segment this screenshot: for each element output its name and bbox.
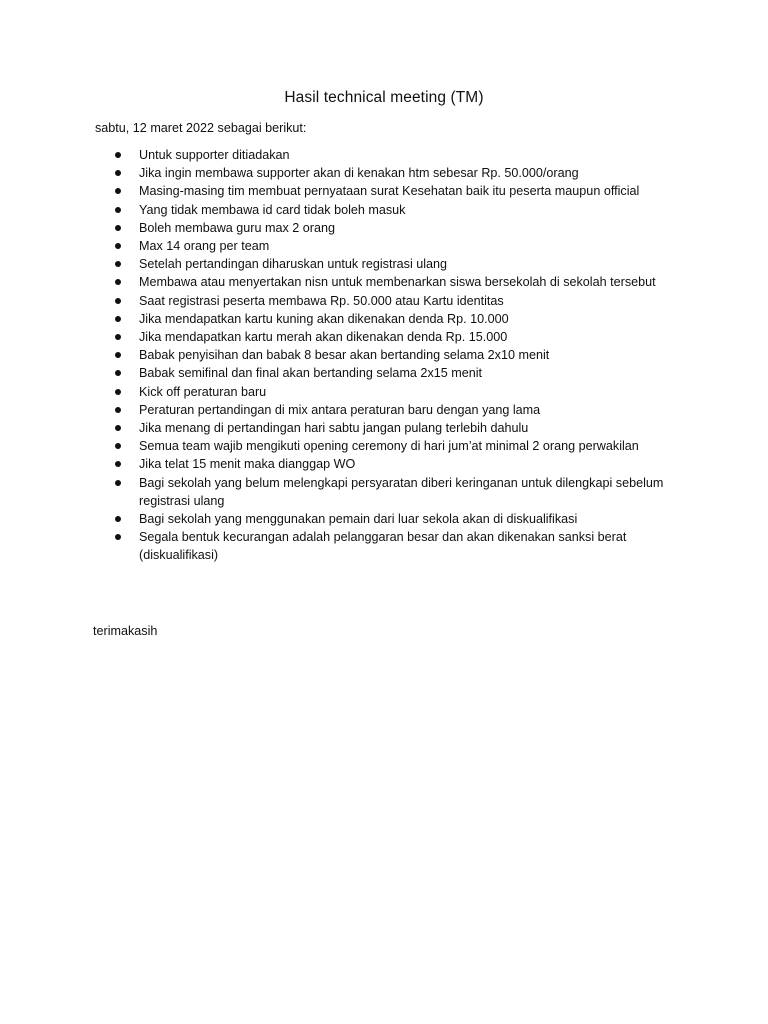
- list-item: [112, 310, 672, 328]
- bullet-icon: [115, 425, 121, 431]
- list-item: [112, 164, 672, 182]
- list-item: [112, 510, 672, 528]
- list-item: [112, 364, 672, 382]
- list-item-text: Max 14 orang per team: [139, 239, 270, 254]
- list-item: [112, 419, 672, 437]
- bullet-icon: [115, 170, 121, 176]
- bullet-icon: [115, 461, 121, 467]
- rules-list: [112, 146, 672, 565]
- list-item: [112, 474, 672, 510]
- bullet-icon: [115, 207, 121, 213]
- bullet-icon: [115, 389, 121, 395]
- list-item-text: Jika mendapatkan kartu kuning akan dikenakan denda Rp. 10.000: [139, 311, 509, 326]
- list-item-text: Jika ingin membawa supporter akan di kenakan htm sebesar Rp. 50.000/orang: [139, 166, 579, 181]
- document-intro: sabtu, 12 maret 2022 sebagai berikut:: [95, 121, 307, 135]
- list-item: [112, 328, 672, 346]
- list-item-text: Membawa atau menyertakan nisn untuk membenarkan siswa bersekolah di sekolah tersebut: [139, 275, 656, 290]
- list-item-text: Segala bentuk kecurangan adalah pelanggaran besar dan akan dikenakan sanksi berat (diskualifikasi): [139, 530, 627, 563]
- document-closing: terimakasih: [93, 624, 158, 638]
- list-item-text: Yang tidak membawa id card tidak boleh masuk: [139, 202, 406, 217]
- list-item-text: Jika mendapatkan kartu merah akan dikenakan denda Rp. 15.000: [139, 330, 508, 345]
- list-item-text: Bagi sekolah yang menggunakan pemain dari luar sekola akan di diskualifikasi: [139, 512, 578, 527]
- list-item-text: Jika telat 15 menit maka dianggap WO: [139, 457, 356, 472]
- bullet-icon: [115, 152, 121, 158]
- list-item-text: Babak semifinal dan final akan bertanding selama 2x15 menit: [139, 366, 483, 381]
- list-item-text: Setelah pertandingan diharuskan untuk registrasi ulang: [139, 257, 448, 272]
- list-item-text: Bagi sekolah yang belum melengkapi persyaratan diberi keringanan untuk dilengkapi sebelum registrasi ulang: [139, 475, 664, 508]
- list-item: [112, 219, 672, 237]
- bullet-icon: [115, 443, 121, 449]
- bullet-icon: [115, 352, 121, 358]
- list-item: [112, 273, 672, 291]
- list-item: [112, 237, 672, 255]
- bullet-icon: [115, 188, 121, 194]
- list-item: [112, 255, 672, 273]
- list-item: [112, 455, 672, 473]
- document-title: Hasil technical meeting (TM): [284, 89, 484, 106]
- bullet-icon: [115, 225, 121, 231]
- list-item: [112, 292, 672, 310]
- list-item: [112, 146, 672, 164]
- list-item: [112, 182, 672, 200]
- list-item: [112, 437, 672, 455]
- bullet-icon: [115, 516, 121, 522]
- list-item-text: Masing-masing tim membuat pernyataan surat Kesehatan baik itu peserta maupun official: [139, 184, 640, 199]
- list-item-text: Babak penyisihan dan babak 8 besar akan bertanding selama 2x10 menit: [139, 348, 550, 363]
- list-item-text: Semua team wajib mengikuti opening ceremony di hari jum’at minimal 2 orang perwakilan: [139, 439, 639, 454]
- bullet-icon: [115, 534, 121, 540]
- list-item-text: Saat registrasi peserta membawa Rp. 50.000 atau Kartu identitas: [139, 293, 504, 308]
- list-item-text: Jika menang di pertandingan hari sabtu jangan pulang terlebih dahulu: [139, 421, 529, 436]
- list-item: [112, 401, 672, 419]
- list-item: [112, 346, 672, 364]
- bullet-icon: [115, 261, 121, 267]
- bullet-icon: [115, 243, 121, 249]
- list-item: [112, 528, 672, 564]
- bullet-icon: [115, 480, 121, 486]
- bullet-icon: [115, 334, 121, 340]
- list-item-text: Kick off peraturan baru: [139, 384, 267, 399]
- list-item-text: Untuk supporter ditiadakan: [139, 148, 290, 162]
- list-item: [112, 201, 672, 219]
- list-item-text: Boleh membawa guru max 2 orang: [139, 220, 336, 235]
- bullet-icon: [115, 298, 121, 304]
- bullet-icon: [115, 279, 121, 285]
- list-item: [112, 383, 672, 401]
- bullet-icon: [115, 316, 121, 322]
- bullet-icon: [115, 370, 121, 376]
- list-item-text: Peraturan pertandingan di mix antara peraturan baru dengan yang lama: [139, 402, 541, 417]
- bullet-icon: [115, 407, 121, 413]
